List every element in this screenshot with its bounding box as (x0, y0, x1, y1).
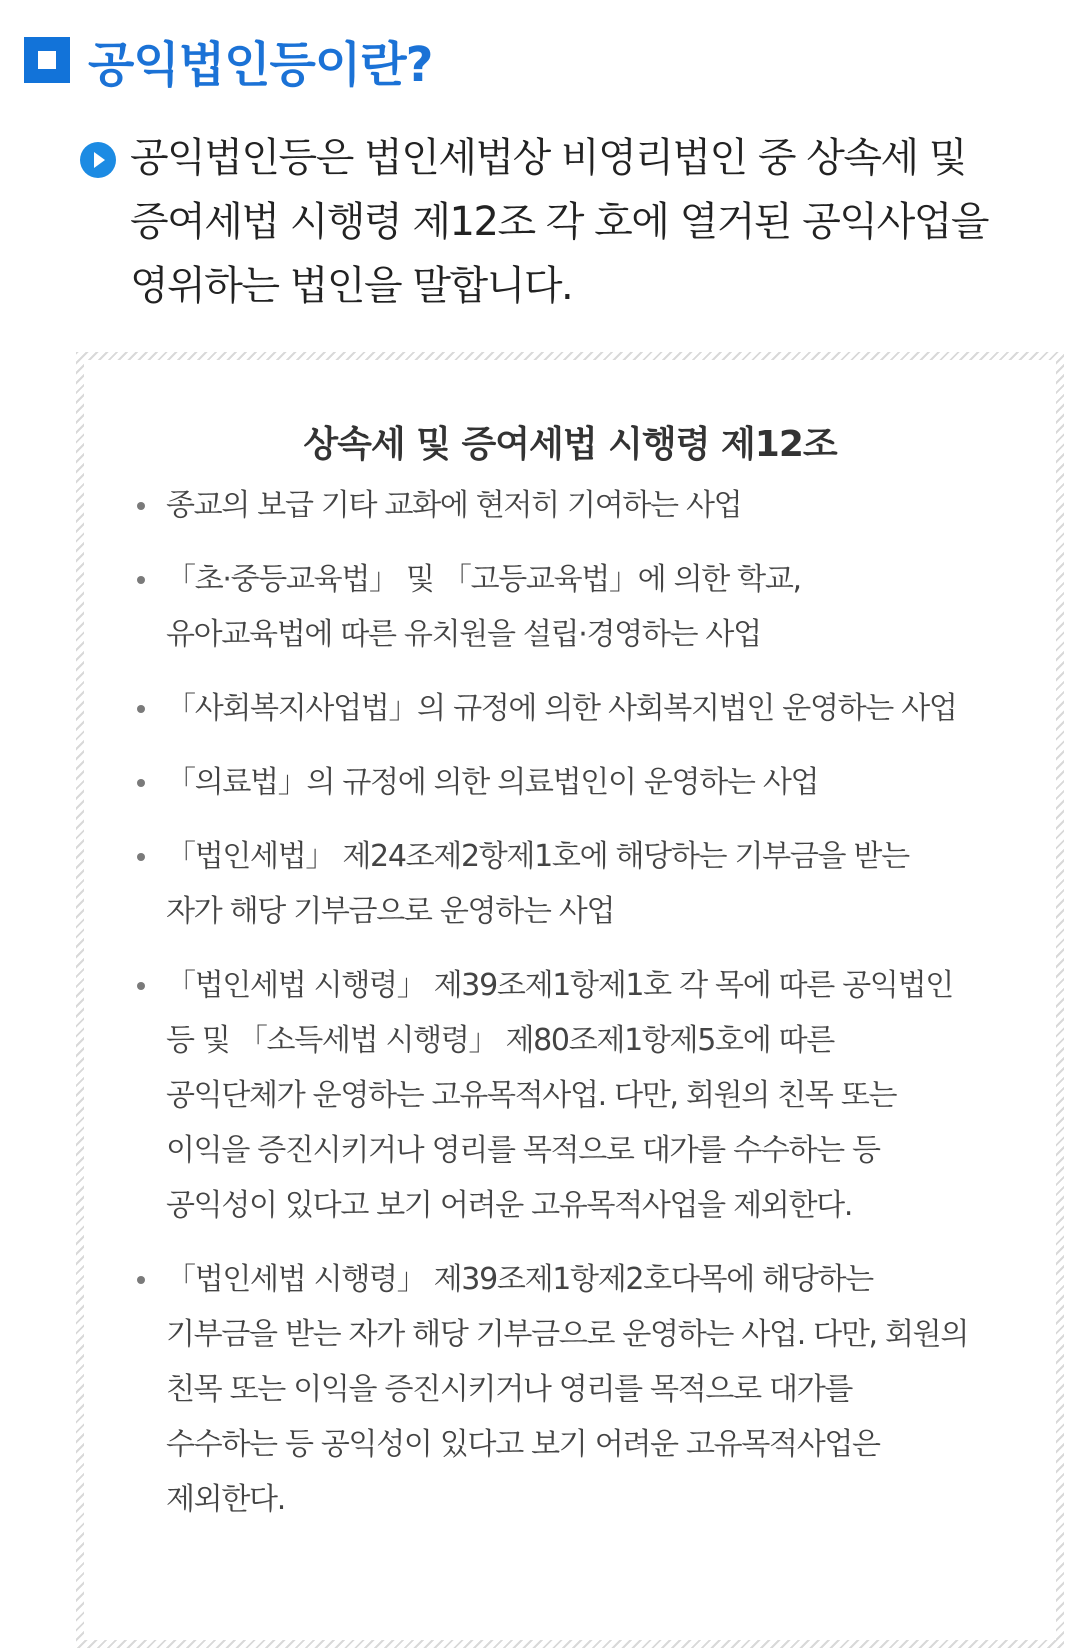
law-article-list (84, 478, 1056, 1546)
bullet-icon (137, 853, 145, 861)
list-item (84, 829, 1056, 939)
law-article-box-inner (84, 360, 1056, 1640)
list-item-text: 「법인세법 시행령」 제39조제1항제2호다목에 해당하는 기부금을 받는 자가 해당 기부금으로 운영하는 사업. 다만, 회원의 친목 또는 이익을 증진시키거나 영리를 목적으로 대가를 수수하는 등 공익성이 있다고 보기 어려운 고유목적사업은 제외한다. (166, 1262, 969, 1517)
list-item-text: 「의료법」의 규정에 의한 의료법인이 운영하는 사업 (166, 765, 819, 800)
list-item (84, 478, 1056, 533)
page-header (24, 28, 432, 92)
bullet-icon (137, 779, 145, 787)
bullet-icon (137, 502, 145, 510)
list-item-text: 종교의 보급 기타 교화에 현저히 기여하는 사업 (166, 488, 742, 523)
list-item-text: 「법인세법」 제24조제2항제1호에 해당하는 기부금을 받는 자가 해당 기부금으로 운영하는 사업 (166, 839, 909, 929)
list-item-text: 「사회복지사업법」의 규정에 의한 사회복지법인 운영하는 사업 (166, 691, 957, 726)
lead-text (130, 126, 1000, 318)
bullet-icon (137, 705, 145, 713)
page-title: 공익법인등이란? (88, 36, 433, 93)
list-item (84, 681, 1056, 736)
list-item (84, 1252, 1056, 1527)
law-article-heading: 상속세 및 증여세법 시행령 제12조 (303, 424, 837, 465)
law-article-box (76, 352, 1064, 1648)
square-icon (24, 37, 70, 83)
bullet-icon (137, 576, 145, 584)
lead-paragraph (80, 126, 1040, 318)
bullet-icon (137, 1276, 145, 1284)
list-item-text: 「법인세법 시행령」 제39조제1항제1호 각 목에 따른 공익법인 등 및 「소득세법 시행령」 제80조제1항제5호에 따른 공익단체가 운영하는 고유목적사업. 다만, 회원의 친목 또는 이익을 증진시키거나 영리를 목적으로 대가를 수수하는 등 공익성이 있다고 보기 어려운 고유목적사업을 제외한다. (166, 968, 953, 1223)
list-item (84, 755, 1056, 810)
lead-text-content: 공익법인등은 법인세법상 비영리법인 중 상속세 및 증여세법 시행령 제12조 각 호에 열거된 공익사업을 영위하는 법인을 말합니다. (130, 135, 988, 309)
play-circle-icon (80, 142, 116, 178)
list-item-text: 「초·중등교육법」 및 「고등교육법」에 의한 학교, 유아교육법에 따른 유치원을 설립·경영하는 사업 (166, 562, 801, 652)
bullet-icon (137, 982, 145, 990)
list-item (84, 552, 1056, 662)
list-item (84, 958, 1056, 1233)
